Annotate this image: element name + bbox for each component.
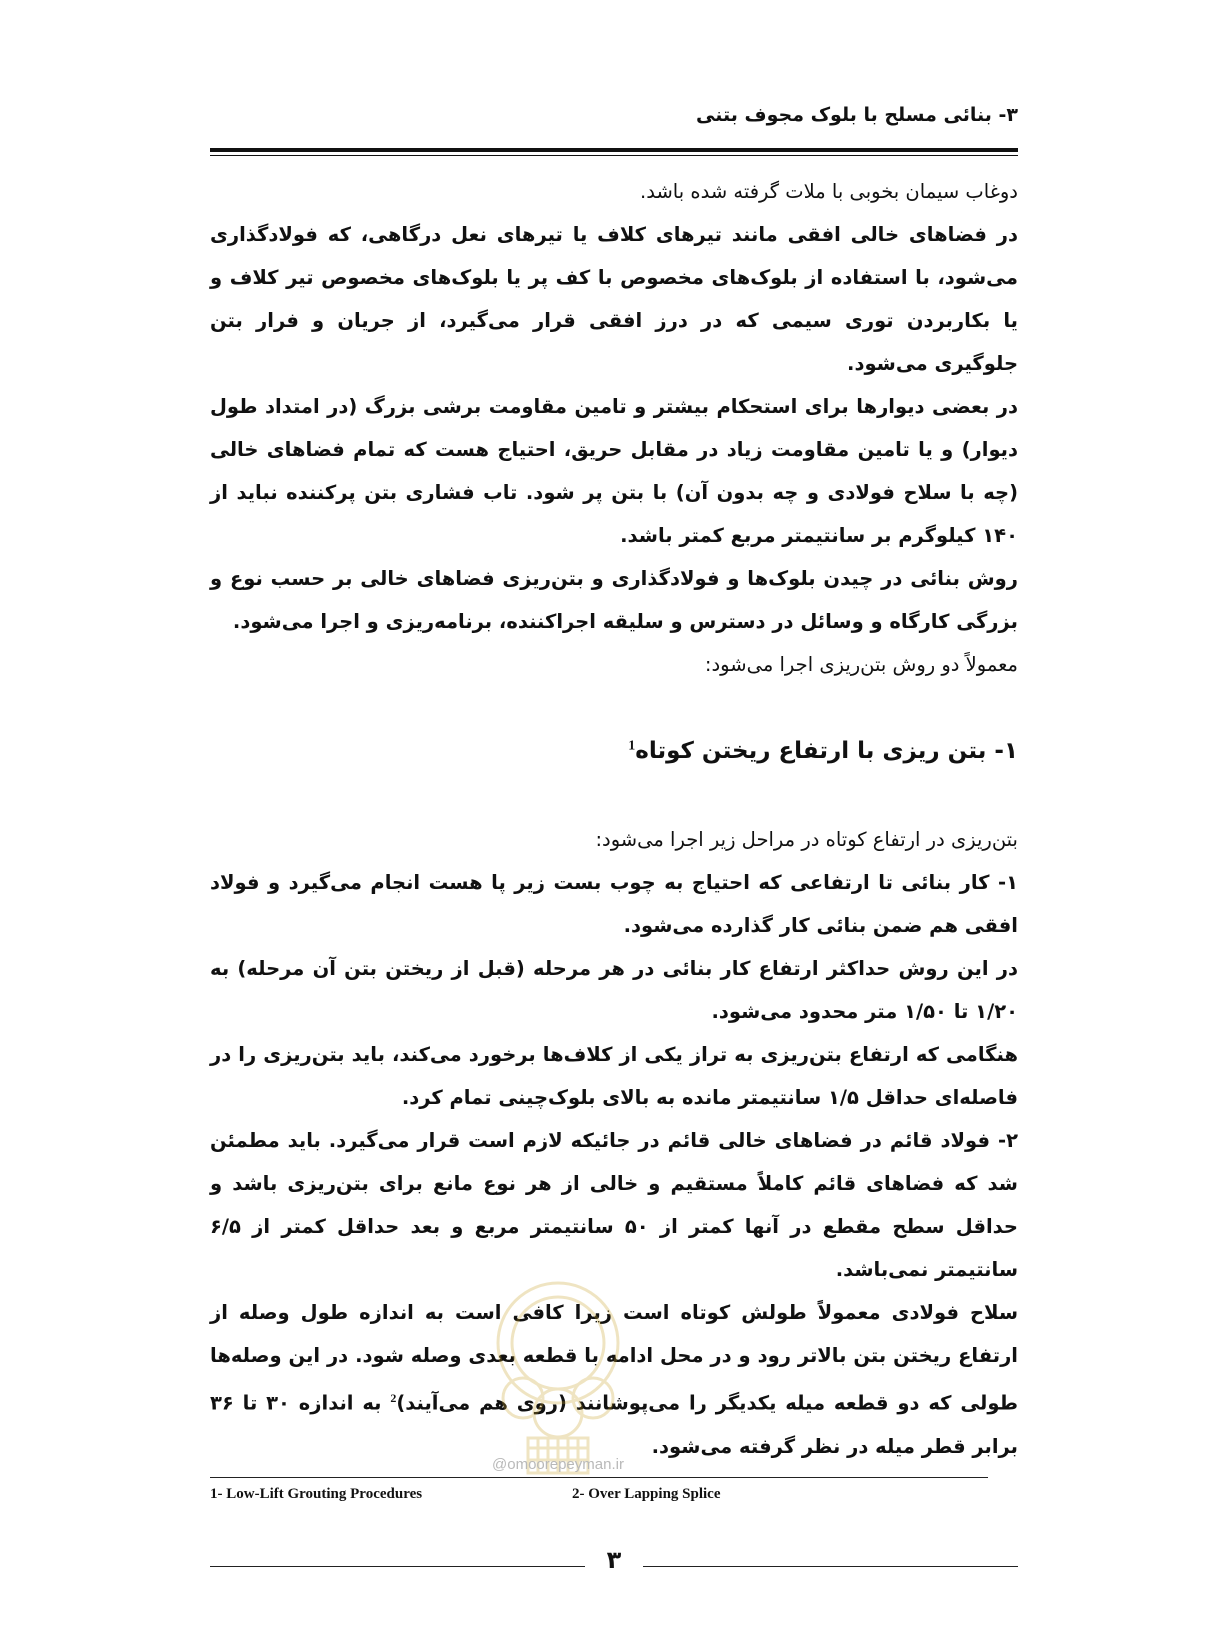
paragraph-text: سلاح فولادی معمولاً طولش کوتاه است زیرا کافی است به اندازه طول وصله از ارتفاع ریختن بتن بالاتر رود و در محل ادامه با قطعه بعدی وصله شود. در این وصله‌ها طولی که دو قطعه میله یکدیگر را می‌پوشانند (روی هم می‌آیند) (210, 1301, 1018, 1415)
paragraph: در این روش حداکثر ارتفاع کار بنائی در هر مرحله (قبل از ریختن بتن آن مرحله) به ۱/۲۰ تا ۱/۵۰ متر محدود می‌شود. (210, 957, 1018, 1023)
paragraph: هنگامی که ارتفاع بتن‌ریزی به تراز یکی از کلاف‌ها برخورد می‌کند، باید بتن‌ریزی را در فاصله‌ای حداقل ۱/۵ سانتیمتر مانده به بالای بلوک‌چینی تمام کرد. (210, 1043, 1018, 1109)
section-heading-text: ۱- بتن ریزی با ارتفاع ریختن کوتاه (635, 738, 1018, 764)
header-rule (210, 148, 1018, 152)
paragraph: دوغاب سیمان بخوبی با ملات گرفته شده باشد. (640, 180, 1018, 203)
watermark-url: @omoorepeyman.ir (492, 1456, 624, 1473)
section-heading (210, 738, 1018, 764)
page-number-rule-right (643, 1566, 1018, 1567)
paragraph: ۱- کار بنائی تا ارتفاعی که احتیاج به چوب بست زیر پا هست انجام می‌گیرد و فولاد افقی هم ضمن بنائی کار گذارده می‌شود. (210, 871, 1018, 937)
paragraph-text: به اندازه ۳۰ تا ۳۶ برابر قطر میله در نظر گرفته می‌شود. (210, 1391, 1018, 1458)
paragraph: ۲- فولاد قائم در فضاهای خالی قائم در جائیکه لازم است قرار می‌گیرد. باید مطمئن شد که فضاهای قائم کاملاً مستقیم و خالی از هر نوع مانع برای بتن‌ریزی باشد و حداقل سطح مقطع در آنها کمتر از ۵۰ سانتیمتر مربع و بعد حداقل کمتر از ۶/۵ سانتیمتر نمی‌باشد. (210, 1129, 1018, 1281)
footnote-rule (210, 1477, 988, 1478)
body-text (210, 170, 1018, 686)
watermark-logo-icon (488, 1248, 628, 1478)
paragraph: در فضاهای خالی افقی مانند تیرهای کلاف یا تیرهای نعل درگاهی، که فولادگذاری می‌شود، با استفاده از بلوک‌های مخصوص با کف پر یا بلوک‌های مخصوص تیر کلاف و یا بکاربردن توری سیمی که در درز افقی قرار می‌گیرد، از جریان و فرار بتن جلوگیری می‌شود. (210, 223, 1018, 375)
page-number-row (210, 1546, 1018, 1576)
footnote-1: 1- Low-Lift Grouting Procedures (210, 1486, 423, 1502)
paragraph: در بعضی دیوارها برای استحکام بیشتر و تامین مقاومت برشی بزرگ (در امتداد طول دیوار) و یا تامین مقاومت زیاد در مقابل حریق، احتیاج هست که تمام فضاهای خالی (چه با سلاح فولادی و چه بدون آن) با بتن پر شود. تاب فشاری بتن پرکننده نباید از ۱۴۰ کیلوگرم بر سانتیمتر مربع کمتر باشد. (210, 395, 1018, 547)
footnote-2: 2- Over Lapping Splice (572, 1486, 721, 1502)
paragraph: بتن‌ریزی در ارتفاع کوتاه در مراحل زیر اجرا می‌شود: (595, 828, 1018, 851)
paragraph: روش بنائی در چیدن بلوک‌ها و فولادگذاری و بتن‌ریزی فضاهای خالی بر حسب نوع و بزرگی کارگاه و وسائل در دسترس و سلیقه اجراکننده، برنامه‌ریزی و اجرا می‌شود. (210, 567, 1018, 633)
page-number: ۳ (606, 1546, 622, 1574)
footnote-marker: 1 (628, 738, 636, 754)
running-header: ۳- بنائی مسلح با بلوک مجوف بتنی (696, 104, 1018, 126)
header-rule-thin (210, 155, 1018, 156)
footnote-marker: 2 (390, 1391, 397, 1405)
paragraph: معمولاً دو روش بتن‌ریزی اجرا می‌شود: (704, 653, 1018, 676)
